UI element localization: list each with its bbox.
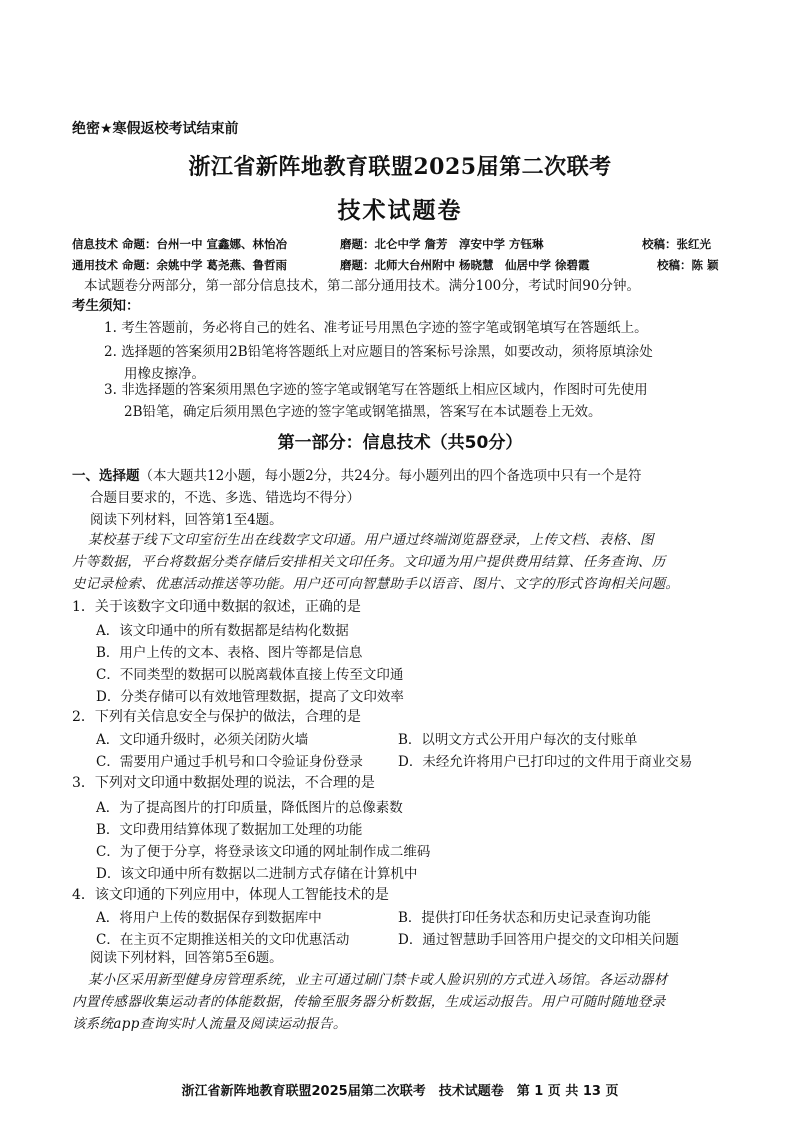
option-c: C．需要用户通过手机号和口令验证身份登录 (96, 754, 363, 770)
material-line: 该系统app查询实时人流量及阅读运动报告。 (72, 1016, 347, 1032)
option-c: C．不同类型的数据可以脱离载体直接上传至文印通 (96, 667, 404, 683)
question-stem: 4．该文印通的下列应用中，体现人工智能技术的是 (72, 887, 389, 903)
question-stem: 3．下列对文印通中数据处理的说法，不合理的是 (72, 775, 375, 791)
notice-item-text: 考生答题前，务必将自己的姓名、准考证号用黑色字迹的签字笔或钢笔填写在答题纸上。 (121, 320, 648, 336)
credits-gen-subject: 通用技术 命题：余姚中学 葛尧燕、鲁哲雨 (72, 258, 288, 272)
notice-item-num: 3. (104, 382, 117, 398)
intro-text: 本试题卷分两部分，第一部分信息技术，第二部分通用技术。满分100分，考试时间90分钟。 (84, 278, 640, 294)
option-a: A．为了提高图片的打印质量，降低图片的总像素数 (96, 800, 403, 816)
question-stem: 2．下列有关信息安全与保护的做法，合理的是 (72, 709, 361, 725)
question-stem: 1．关于该数字文印通中数据的叙述，正确的是 (72, 599, 361, 615)
exam-title: 浙江省新阵地教育联盟2025届第二次联考 (188, 154, 612, 180)
section-desc-cont: 合题目要求的，不选、多选、错选均不得分） (90, 490, 360, 506)
notice-item (104, 342, 744, 362)
option-c: C．在主页不定期推送相关的文印优惠活动 (96, 932, 350, 948)
notice-item-text: 选择题的答案须用2B铅笔将答题纸上对应题目的答案标号涂黑，如要改动，须将原填涂处 (121, 344, 653, 360)
reading-instruction: 阅读下列材料，回答第5至6题。 (90, 950, 283, 966)
exam-subtitle: 技术试题卷 (337, 197, 463, 224)
option-d: D．通过智慧助手回答用户提交的文印相关问题 (398, 932, 679, 948)
option-b: B．文印费用结算体现了数据加工处理的功能 (96, 822, 363, 838)
option-b: B．提供打印任务状态和历史记录查询功能 (398, 910, 651, 926)
option-d: D．该文印通中所有数据以二进制方式存储在计算机中 (96, 866, 418, 882)
option-c: C．为了便于分享，将登录该文印通的网址制作成二维码 (96, 844, 431, 860)
notice-title: 考生须知： (72, 298, 140, 314)
option-d: D．未经允许将用户已打印过的文件用于商业交易 (398, 754, 693, 770)
material-line: 片等数据，平台将数据分类存储后安排相关文印任务。文印通为用户提供费用结算、任务查询、历 (72, 554, 666, 570)
material-line: 某小区采用新型健身房管理系统，业主可通过刷门禁卡或人脸识别的方式进入场馆。各运动器材 (88, 972, 668, 988)
material-line: 内置传感器收集运动者的体能数据，传输至服务器分析数据，生成运动报告。用户可随时随地登录 (72, 994, 666, 1010)
option-a: A．该文印通中的所有数据都是结构化数据 (96, 623, 349, 639)
credits-it-proof: 校稿：张红光 (642, 237, 711, 251)
option-b: B．以明文方式公开用户每次的支付账单 (398, 732, 638, 748)
option-b: B．用户上传的文本、表格、图片等都是信息 (96, 645, 363, 661)
part1-title: 第一部分：信息技术（共50分） (277, 433, 523, 453)
credits-gen-review: 磨题：北师大台州附中 杨晓慧 仙居中学 徐碧霞 (340, 258, 590, 272)
notice-item-cont: 2B铅笔，确定后须用黑色字迹的签字笔或钢笔描黑，答案写在本试题卷上无效。 (124, 404, 602, 420)
material-line: 某校基于线下文印室衍生出在线数字文印通。用户通过终端浏览器登录，上传文档、表格、图 (88, 532, 654, 548)
notice-item-cont: 用橡皮擦净。 (124, 366, 205, 382)
notice-item (104, 380, 744, 400)
section-label: 一、选择题 (72, 468, 140, 484)
credits-it-subject: 信息技术 命题：台州一中 宣鑫娜、林怡冶 (72, 237, 288, 251)
notice-item (104, 318, 744, 338)
credits-gen-proof: 校稿：陈 颖 (657, 258, 719, 272)
credits-it-review: 磨题：北仑中学 詹芳 淳安中学 方钰琳 (340, 237, 544, 251)
confidential-label: 绝密★寒假返校考试结束前 (72, 121, 239, 137)
notice-item-num: 1. (104, 320, 117, 336)
notice-item-text: 非选择题的答案须用黑色字迹的签字笔或钢笔写在答题纸上相应区域内，作图时可先使用 (121, 382, 648, 398)
section-desc: （本大题共12小题，每小题2分，共24分。每小题列出的四个备选项中只有一个是符 (139, 468, 642, 484)
material-line: 史记录检索、优惠活动推送等功能。用户还可向智慧助手以语音、图片、文字的形式咨询相关问题。 (72, 576, 680, 592)
page-footer: 浙江省新阵地教育联盟2025届第二次联考 技术试题卷 第 1 页 共 13 页 (181, 1084, 619, 1099)
notice-item-num: 2. (104, 344, 117, 360)
option-d: D．分类存储可以有效地管理数据，提高了文印效率 (96, 689, 404, 705)
section-heading (72, 466, 742, 486)
option-a: A．文印通升级时，必须关闭防火墙 (96, 732, 309, 748)
reading-instruction: 阅读下列材料，回答第1至4题。 (90, 512, 283, 528)
option-a: A．将用户上传的数据保存到数据库中 (96, 910, 322, 926)
